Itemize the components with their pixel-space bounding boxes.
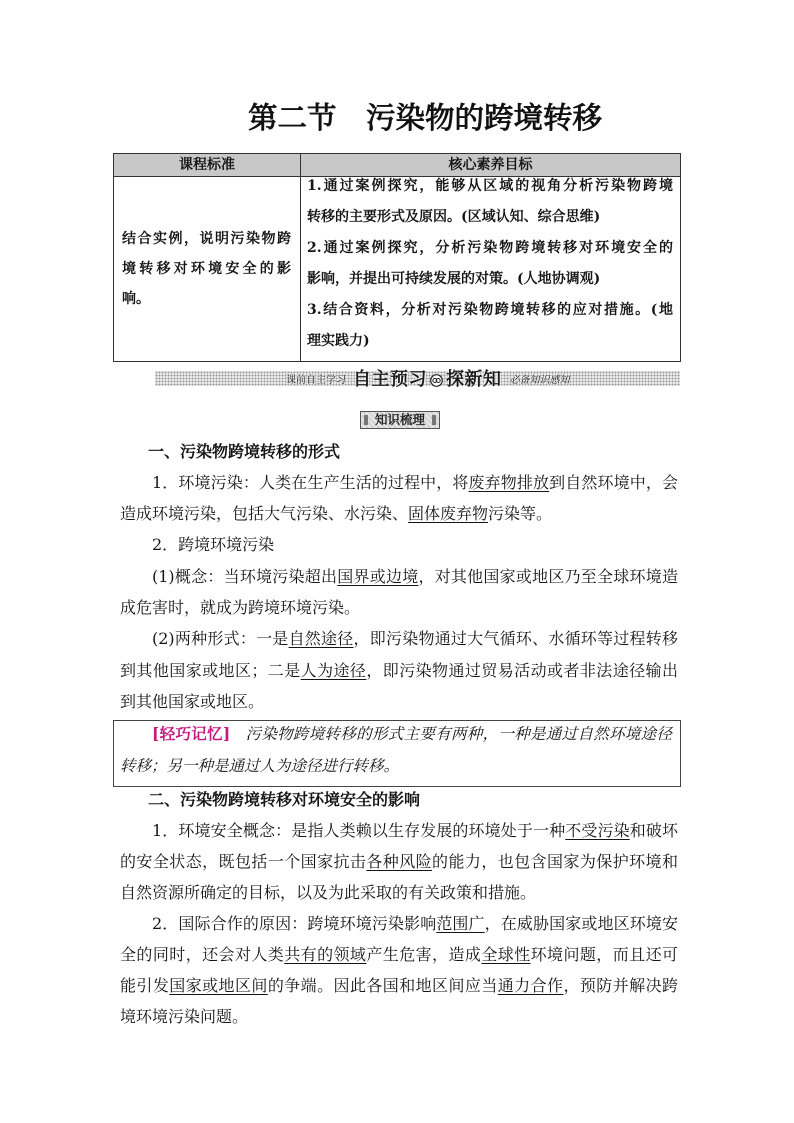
section-impact bbox=[120, 784, 678, 1032]
text-run: 的争端。因此各国和地区间应当 bbox=[267, 975, 498, 995]
body-line bbox=[120, 686, 678, 717]
memory-line bbox=[120, 750, 672, 782]
text-run: 到其他国家或地区；二是 bbox=[120, 660, 301, 680]
body-line bbox=[120, 561, 678, 592]
key-term: 范围广 bbox=[436, 913, 485, 933]
key-term: 不受污染 bbox=[565, 820, 630, 840]
circle-link-icon bbox=[430, 372, 443, 385]
text-run: 2．跨境环境污染 bbox=[152, 535, 275, 555]
text-run: 2．国际合作的原因：跨境环境污染影响 bbox=[152, 913, 437, 933]
body-line bbox=[120, 815, 678, 846]
page-title: 第二节 污染物的跨境转移 bbox=[248, 100, 603, 135]
body-line bbox=[120, 467, 678, 498]
key-term: 国界或边境 bbox=[337, 566, 419, 586]
key-term: 废弃物 bbox=[468, 472, 517, 492]
text-run: ，对其他国家或地区乃至全球环境造 bbox=[418, 566, 678, 586]
memory-tip-label: [轻巧记忆] bbox=[152, 724, 231, 743]
banner-prefix: 课前自主学习 bbox=[286, 374, 346, 386]
text-run: 的能力，也包含国家为保护环境和 bbox=[432, 851, 678, 871]
key-term: 通力合作 bbox=[497, 975, 564, 995]
goal-line: 理实践力) bbox=[307, 333, 370, 349]
section-banner bbox=[286, 367, 570, 389]
key-term: 国家或地区间 bbox=[169, 975, 268, 995]
key-term: 自然途径 bbox=[288, 629, 354, 649]
curriculum-table bbox=[113, 153, 681, 362]
memory-tip-text: 污染物跨境转移的形式主要有两种，一种是通过自然环境途径 bbox=[245, 725, 672, 743]
text-run: 和破坏 bbox=[629, 820, 678, 840]
goal-line: 转移的主要形式及原因。(区域认知、综合思维) bbox=[307, 209, 601, 225]
standard-line: 结合实例，说明污染物跨 bbox=[122, 231, 291, 247]
text-run: ，在威胁国家或地区环境安 bbox=[484, 913, 678, 933]
table-cell-standard bbox=[114, 177, 301, 361]
key-term: 人为途径 bbox=[300, 660, 367, 680]
text-run: ，即污染物通过大气循环、水循环等过程转移 bbox=[353, 629, 678, 649]
text-run: ，即污染物通过贸易活动或者非法途径输出 bbox=[366, 660, 678, 680]
standard-line: 境转移对环境安全的影 bbox=[122, 261, 291, 277]
banner-main-left: 自主预习 bbox=[353, 369, 427, 390]
section-heading: 一、污染物跨境转移的形式 bbox=[148, 441, 341, 461]
body-line bbox=[120, 498, 678, 529]
body-line bbox=[120, 623, 678, 654]
table-header-goals: 核心素养目标 bbox=[448, 157, 533, 173]
body-line bbox=[120, 846, 678, 877]
table-header-standard: 课程标准 bbox=[114, 154, 301, 176]
text-run: 造成环境污染，包括大气污染、水污染、 bbox=[120, 504, 409, 524]
text-run: 环境问题，而且还可 bbox=[530, 944, 678, 964]
goal-line: 影响，并提出可持续发展的对策。(人地协调观) bbox=[307, 271, 601, 287]
memory-line bbox=[120, 718, 672, 750]
goal-line: 2.通过案例探究，分析污染物跨境转移对环境安全的 bbox=[307, 240, 673, 256]
text-run: 产生危害，造成 bbox=[366, 944, 482, 964]
key-term: 固体废弃物 bbox=[408, 504, 489, 524]
body-line bbox=[120, 908, 678, 939]
text-run: 1．环境安全概念：是指人类赖以生存发展的环境处于一种 bbox=[152, 820, 566, 840]
text-run: 境环境污染问题。 bbox=[120, 1006, 249, 1026]
text-run: (1)概念：当环境污染超出 bbox=[152, 566, 338, 586]
key-term: 各种风险 bbox=[366, 851, 433, 871]
text-run: 全的同时，还会对人类 bbox=[120, 944, 285, 964]
text-run: ，预防并解决跨 bbox=[563, 975, 678, 995]
key-term: 共有的领域 bbox=[284, 944, 367, 964]
body-line bbox=[120, 529, 678, 560]
body-line bbox=[120, 970, 678, 1001]
text-run: 成危害时，就成为跨境环境污染。 bbox=[120, 597, 361, 617]
goal-line: 1.通过案例探究，能够从区域的视角分析污染物跨境 bbox=[307, 178, 673, 194]
memory-tip-box bbox=[113, 720, 681, 787]
section-heading: 二、污染物跨境转移对环境安全的影响 bbox=[148, 789, 421, 809]
text-run: 的安全状态，既包括一个国家抗击 bbox=[120, 851, 367, 871]
text-run: 污染等。 bbox=[488, 504, 553, 524]
key-term: 全球性 bbox=[481, 944, 531, 964]
body-line bbox=[120, 655, 678, 686]
table-cell-goals bbox=[301, 177, 680, 361]
body-line bbox=[120, 939, 678, 970]
goal-line: 3.结合资料，分析对污染物跨境转移的应对措施。(地 bbox=[307, 302, 673, 318]
text-run: 到其他国家或地区。 bbox=[120, 691, 265, 711]
banner-main-right: 探新知 bbox=[446, 369, 502, 390]
banner-suffix: 必备知识感知 bbox=[509, 374, 570, 386]
section-forms bbox=[120, 436, 678, 718]
body-line bbox=[120, 592, 678, 623]
body-line bbox=[120, 1001, 678, 1032]
standard-line: 响。 bbox=[122, 291, 150, 307]
text-run: 能引发 bbox=[120, 975, 170, 995]
text-run: (2)两种形式：一是 bbox=[152, 629, 289, 649]
key-term: 排放 bbox=[516, 472, 550, 492]
text-run: 到自然环境中，会 bbox=[549, 472, 678, 492]
body-line bbox=[120, 877, 678, 908]
text-run: 1．环境污染：人类在生产生活的过程中，将 bbox=[152, 472, 469, 492]
text-run: 自然资源所确定的目标，以及为此采取的有关政策和措施。 bbox=[120, 882, 537, 902]
knowledge-review-tag: 知识梳理 bbox=[360, 411, 440, 429]
memory-tip-text: 转移；另一种是通过人为途径进行转移。 bbox=[120, 757, 400, 775]
